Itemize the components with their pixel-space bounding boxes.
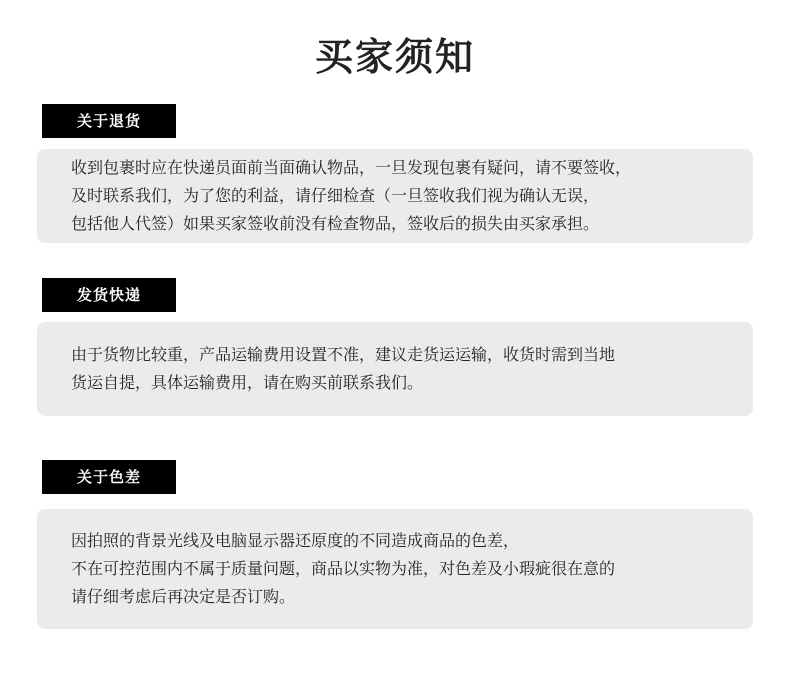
section-text-line: 由于货物比较重，产品运输费用设置不准，建议走货运运输，收货时需到当地 xyxy=(71,345,616,364)
page-title: 买家须知 xyxy=(314,35,475,79)
section-text-line: 请仔细考虑后再决定是否订购。 xyxy=(71,587,296,606)
section-text-line: 及时联系我们，为了您的利益，请仔细检查（一旦签收我们视为确认无误， xyxy=(71,186,600,205)
section-tag-color-difference: 关于色差 xyxy=(42,460,176,494)
section-text-line: 不在可控范围内不属于质量问题，商品以实物为准，对色差及小瑕疵很在意的 xyxy=(71,559,616,578)
section-text-line: 包括他人代签）如果买家签收前没有检查物品，签收后的损失由买家承担。 xyxy=(71,214,600,233)
section-text-line: 收到包裹时应在快递员面前当面确认物品，一旦发现包裹有疑问，请不要签收， xyxy=(71,158,632,177)
section-tag-returns: 关于退货 xyxy=(42,104,176,138)
section-box-color-difference xyxy=(37,509,753,629)
section-text-line: 因拍照的背景光线及电脑显示器还原度的不同造成商品的色差， xyxy=(71,531,520,550)
section-box-returns xyxy=(37,149,753,243)
section-tag-shipping: 发货快递 xyxy=(42,278,176,312)
section-box-shipping xyxy=(37,322,753,416)
section-text-line: 货运自提，具体运输费用，请在购买前联系我们。 xyxy=(71,373,424,392)
